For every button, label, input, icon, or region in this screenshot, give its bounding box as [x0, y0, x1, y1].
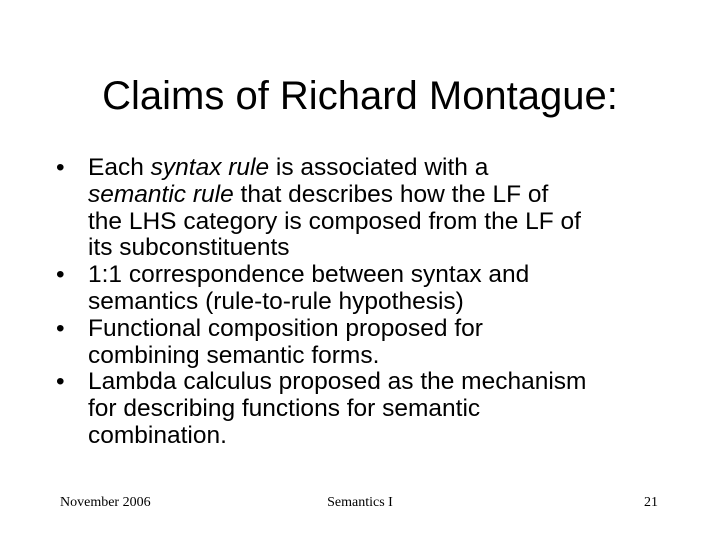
bullet-line	[88, 396, 666, 423]
bullet-text: Functional composition proposed for	[88, 314, 483, 342]
footer-date: November 2006	[60, 495, 151, 510]
bullet-line	[88, 209, 666, 236]
bullet-text: the LHS category is composed from the LF of	[88, 207, 581, 235]
bullet-text: combination.	[88, 421, 227, 449]
bullet-line	[88, 316, 666, 343]
bullet-text: Each	[88, 154, 151, 181]
bullet-line	[88, 369, 666, 396]
slide-title: Claims of Richard Montague:	[102, 74, 618, 118]
bullet-text: 1:1 correspondence between syntax and	[88, 261, 530, 289]
bullet-text: that describes how the LF of	[233, 180, 549, 208]
bullet-line	[88, 423, 666, 450]
bullet-line	[88, 155, 666, 182]
bullet-list	[56, 155, 666, 450]
bullet-item	[56, 262, 666, 316]
bullet-item	[56, 369, 666, 449]
bullet-line	[88, 182, 666, 209]
bullet-text: its subconstituents	[88, 234, 290, 262]
bullet-mark: •	[56, 154, 65, 181]
bullet-line	[88, 235, 666, 262]
bullet-text: Lambda calculus proposed as the mechanism	[88, 368, 587, 396]
bullet-text: is associated with a	[269, 154, 489, 181]
bullet-emphasis: syntax rule	[150, 154, 270, 181]
bullet-text: for describing functions for semantic	[88, 395, 481, 423]
bullet-emphasis: semantic rule	[88, 180, 234, 208]
bullet-line	[88, 262, 666, 289]
footer-title: Semantics I	[327, 495, 393, 510]
bullet-mark: •	[56, 261, 65, 289]
bullet-line	[88, 343, 666, 370]
bullet-item	[56, 155, 666, 262]
bullet-text: combining semantic forms.	[88, 341, 380, 369]
bullet-item	[56, 316, 666, 370]
bullet-mark: •	[56, 314, 65, 342]
bullet-line	[88, 289, 666, 316]
bullet-text: semantics (rule-to-rule hypothesis)	[88, 287, 464, 315]
bullet-mark: •	[56, 368, 65, 396]
footer-page-number: 21	[644, 495, 658, 510]
